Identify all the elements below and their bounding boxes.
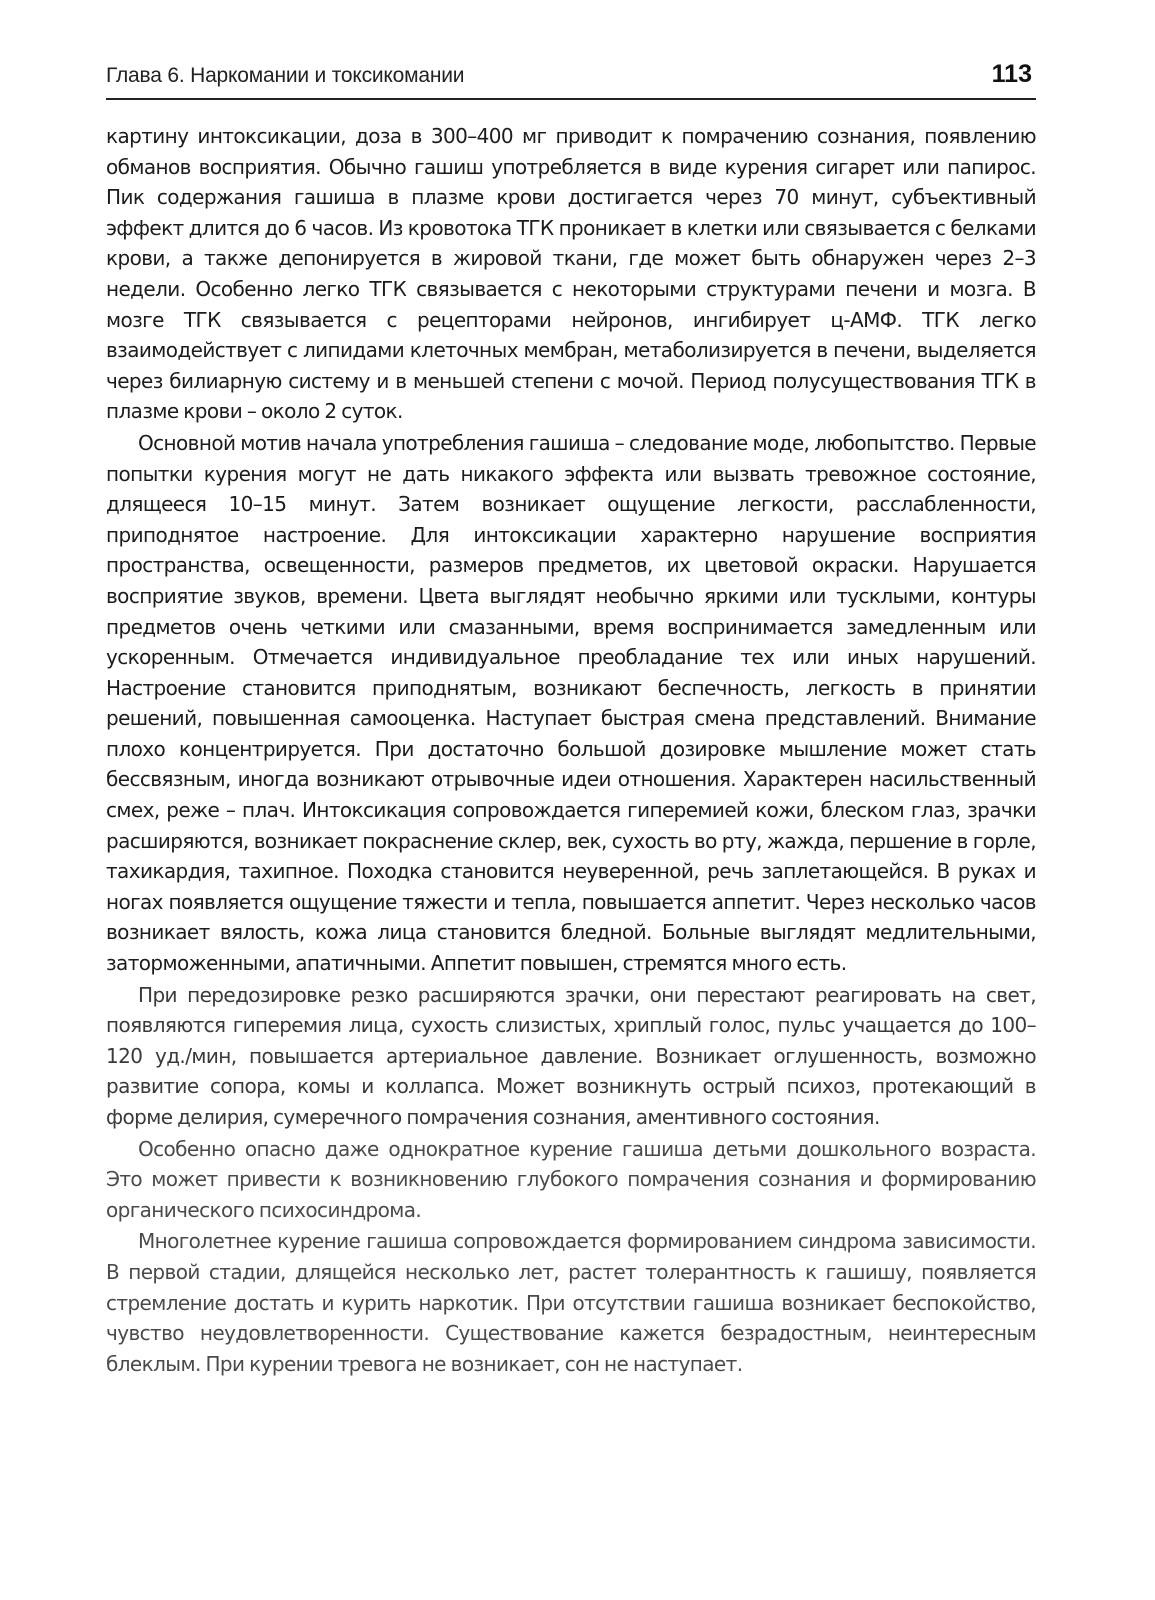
- running-header: [106, 58, 1036, 100]
- chapter-title: Глава 6. Наркомании и токсикомании: [106, 64, 465, 87]
- paragraph-dependence: Многолетнее курение гашиша сопровождается формированием синдрома зависимости. В первой стадии, длящейся несколько лет, растет толерантность к гашишу, появляется стремление достать и курить наркотик. При отсутствии гашиша возникает беспокойство, чувство неудовлетворенности. Существование кажется безрадостным, неинтересным блеклым. При курении тревога не возникает, сон не наступает.: [106, 1229, 1036, 1376]
- paragraph-children-danger: Особенно опасно даже однократное курение гашиша детьми дошкольного возраста. Это может привести к возникновению глубокого помрачения сознания и формированию органического психосиндрома.: [106, 1136, 1036, 1222]
- paragraph-overdose: При передозировке резко расширяются зрачки, они перестают реагировать на свет, появляются гиперемия лица, сухость слизистых, хриплый голос, пульс учащается до 100–120 уд./мин, повышается артериальное давление. Возникает оглушенность, возможно развитие сопора, комы и коллапса. Может возникнуть острый психоз, протекающий в форме делирия, сумеречного помрачения сознания, аментивного состояния.: [106, 982, 1036, 1129]
- paragraph-motivation-intoxication: Основной мотив начала употребления гашиша – следование моде, любопытство. Первые попытки курения могут не дать никакого эффекта или вызвать тревожное состояние, длящееся 10–15 минут. Затем возникает ощущение легкости, расслабленности, приподнятое настроение. Для интоксикации характерно нарушение восприятия пространства, освещенности, размеров предметов, их цветовой окраски. Нарушается восприятие звуков, времени. Цвета выглядят необычно яркими или тусклыми, контуры предметов очень четкими или смазанными, время воспринимается замедленным или ускоренным. Отмечается индивидуальное преобладание тех или иных нарушений. Настроение становится приподнятым, возникают беспечность, легкость в принятии решений, повышенная самооценка. Наступает быстрая смена представлений. Внимание плохо концентрируется. При достаточно большой дозировке мышление может стать бессвязным, иногда возникают отрывочные идеи отношения. Характерен насильственный смех, реже – плач. Интоксикация сопровождается гиперемией кожи, блеском глаз, зрачки расширяются, возникает покраснение склер, век, сухость во рту, жажда, першение в горле, тахикардия, тахипное. Походка становится неуверенной, речь заплетающейся. В руках и ногах появляется ощущение тяжести и тепла, повышается аппетит. Через несколько часов возникает вялость, кожа лица становится бледной. Больные выглядят медлительными, заторможенными, апатичными. Аппетит повышен, стремятся много есть.: [106, 430, 1036, 976]
- page-number: 113: [991, 60, 1032, 88]
- paragraph-continuation: картину интоксикации, доза в 300–400 мг приводит к помрачению сознания, появлению обманов восприятия. Обычно гашиш употребляется в виде курения сигарет или папирос. Пик содержания гашиша в плазме крови достигается через 70 минут, субъективный эффект длится до 6 часов. Из кровотока ТГК проникает в клетки или связывается с белками крови, а также депонируется в жировой ткани, где может быть обнаружен через 2–3 недели. Особенно легко ТГК связывается с некоторыми структурами печени и мозга. В мозге ТГК связывается с рецепторами нейронов, ингибирует ц-АМФ. ТГК легко взаимодействует с липидами клеточных мембран, метаболизируется в печени, выделяется через билиарную систему и в меньшей степени с мочой. Период полусуществования ТГК в плазме крови – около 2 суток.: [106, 124, 1036, 424]
- body-text: [106, 121, 1036, 1379]
